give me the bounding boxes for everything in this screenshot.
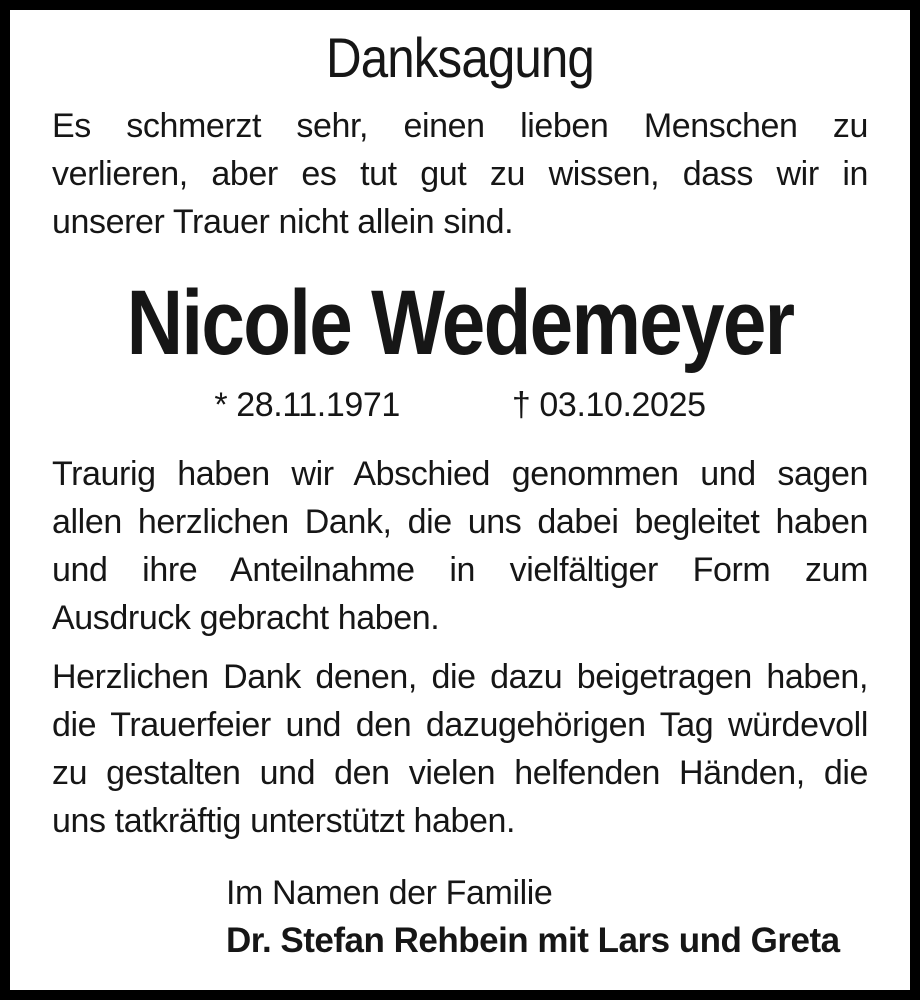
thanks-paragraph-1	[52, 450, 868, 642]
notice-title: Danksagung	[326, 26, 594, 89]
birth-date-value: 28.11.1971	[236, 386, 400, 424]
intro-line-1: Es schmerzt sehr, einen lieben Menschen zu	[52, 107, 868, 145]
thanks1-line-1: Traurig haben wir Abschied genommen und sagen	[52, 455, 868, 493]
birth-date	[214, 382, 400, 428]
death-date-value: 03.10.2025	[539, 386, 706, 424]
thanks2-line-1: Herzlichen Dank denen, die dazu beigetragen haben,	[52, 658, 868, 696]
thanks2-line-2: die Trauerfeier und den dazugehörigen Tag würdevoll	[52, 706, 868, 744]
death-date	[512, 382, 706, 428]
closing-in-the-name-of-family: Im Namen der Familie	[226, 874, 553, 912]
thanks2-line-4: uns tatkräftig unterstützt haben.	[52, 802, 516, 840]
thanks1-line-2: allen herzlichen Dank, die uns dabei begleitet haben	[52, 503, 868, 541]
intro-line-2: verlieren, aber es tut gut zu wissen, dass wir in	[52, 155, 868, 193]
thanks-paragraph-2	[52, 653, 868, 845]
intro-paragraph	[52, 102, 868, 246]
death-dagger-symbol: †	[511, 386, 531, 424]
closing-family-names: Dr. Stefan Rehbein mit Lars und Greta	[226, 921, 840, 960]
closing-block	[226, 871, 868, 967]
life-dates-row	[52, 382, 868, 428]
deceased-name: Nicole Wedemeyer	[126, 272, 794, 374]
intro-line-3: unserer Trauer nicht allein sind.	[52, 203, 514, 241]
birth-star-symbol: *	[214, 386, 228, 424]
thanks2-line-3: zu gestalten und den vielen helfenden Händen, die	[52, 754, 868, 792]
thanks1-line-4: Ausdruck gebracht haben.	[52, 599, 440, 637]
thanks1-line-3: und ihre Anteilnahme in vielfältiger Form zum	[52, 551, 868, 589]
